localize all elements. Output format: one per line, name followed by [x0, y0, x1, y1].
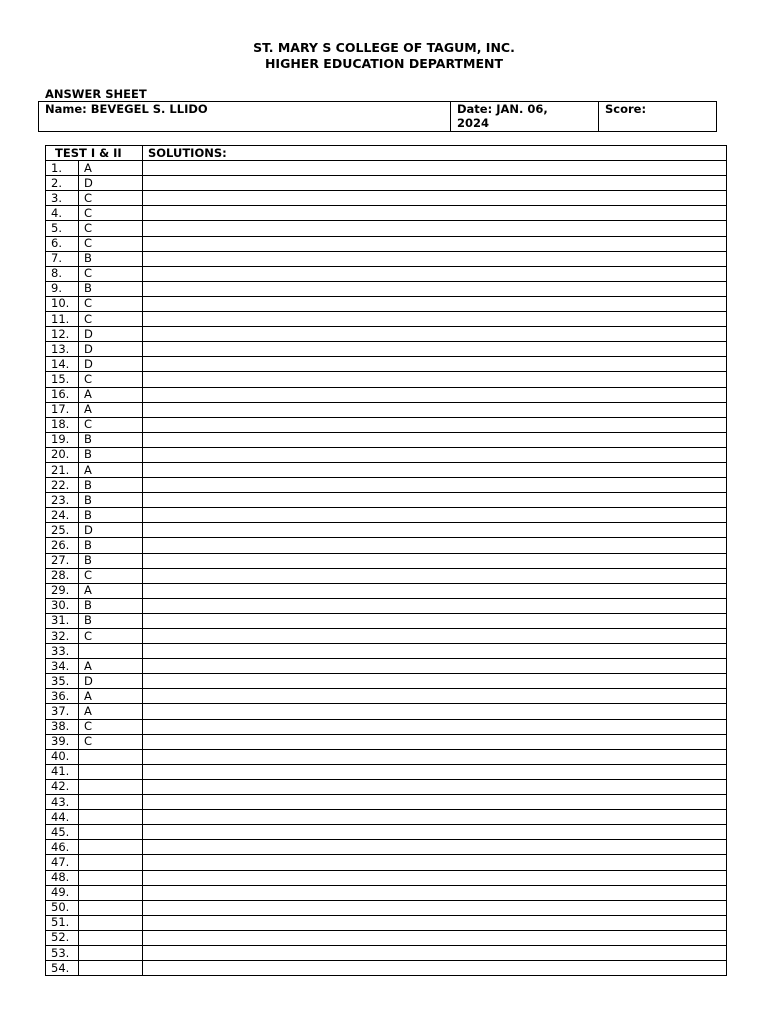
- table-row: [46, 961, 727, 976]
- item-solution: [143, 372, 727, 387]
- item-answer: C: [79, 312, 143, 327]
- student-info-table: [38, 101, 717, 132]
- item-solution: [143, 523, 727, 538]
- table-row: [46, 538, 727, 553]
- item-answer: B: [79, 508, 143, 523]
- item-solution: [143, 644, 727, 659]
- table-row: [46, 523, 727, 538]
- item-number: 48.: [46, 870, 79, 885]
- item-number: 33.: [46, 644, 79, 659]
- item-solution: [143, 161, 727, 176]
- table-row: [46, 674, 727, 689]
- item-answer: A: [79, 161, 143, 176]
- item-solution: [143, 508, 727, 523]
- item-solution: [143, 764, 727, 779]
- item-number: 15.: [46, 372, 79, 387]
- item-solution: [143, 674, 727, 689]
- item-answer: [79, 749, 143, 764]
- item-number: 51.: [46, 915, 79, 930]
- item-number: 45.: [46, 825, 79, 840]
- table-row: [46, 644, 727, 659]
- table-row: [46, 266, 727, 281]
- table-row: [46, 236, 727, 251]
- table-row: [46, 629, 727, 644]
- item-solution: [143, 176, 727, 191]
- item-number: 22.: [46, 478, 79, 493]
- item-solution: [143, 296, 727, 311]
- item-number: 32.: [46, 629, 79, 644]
- item-number: 52.: [46, 930, 79, 945]
- item-number: 37.: [46, 704, 79, 719]
- item-solution: [143, 915, 727, 930]
- item-answer: A: [79, 689, 143, 704]
- item-number: 4.: [46, 206, 79, 221]
- item-solution: [143, 493, 727, 508]
- item-solution: [143, 191, 727, 206]
- item-number: 11.: [46, 312, 79, 327]
- item-answer: B: [79, 613, 143, 628]
- item-number: 44.: [46, 810, 79, 825]
- item-solution: [143, 553, 727, 568]
- item-solution: [143, 961, 727, 976]
- item-solution: [143, 885, 727, 900]
- department-name: HIGHER EDUCATION DEPARTMENT: [264, 56, 504, 71]
- item-solution: [143, 387, 727, 402]
- item-solution: [143, 417, 727, 432]
- item-answer: C: [79, 296, 143, 311]
- table-row: [46, 734, 727, 749]
- table-row: [46, 312, 727, 327]
- table-row: [46, 840, 727, 855]
- table-row: [46, 327, 727, 342]
- item-answer: C: [79, 191, 143, 206]
- item-solution: [143, 357, 727, 372]
- item-solution: [143, 900, 727, 915]
- table-row: [46, 296, 727, 311]
- item-solution: [143, 281, 727, 296]
- item-answer: C: [79, 266, 143, 281]
- item-answer: C: [79, 221, 143, 236]
- table-row: [46, 568, 727, 583]
- item-number: 40.: [46, 749, 79, 764]
- item-solution: [143, 251, 727, 266]
- item-solution: [143, 613, 727, 628]
- item-answer: A: [79, 462, 143, 477]
- item-solution: [143, 432, 727, 447]
- item-number: 6.: [46, 236, 79, 251]
- item-solution: [143, 221, 727, 236]
- item-answer: B: [79, 553, 143, 568]
- item-number: 27.: [46, 553, 79, 568]
- item-answer: [79, 885, 143, 900]
- item-answer: C: [79, 417, 143, 432]
- item-answer: A: [79, 402, 143, 417]
- item-solution: [143, 795, 727, 810]
- item-number: 14.: [46, 357, 79, 372]
- item-solution: [143, 538, 727, 553]
- item-number: 9.: [46, 281, 79, 296]
- item-number: 8.: [46, 266, 79, 281]
- item-number: 1.: [46, 161, 79, 176]
- item-solution: [143, 945, 727, 960]
- item-answer: [79, 855, 143, 870]
- item-number: 47.: [46, 855, 79, 870]
- item-answer: [79, 930, 143, 945]
- item-number: 43.: [46, 795, 79, 810]
- table-row: [46, 825, 727, 840]
- item-solution: [143, 779, 727, 794]
- item-solution: [143, 342, 727, 357]
- item-answer: C: [79, 719, 143, 734]
- item-answer: B: [79, 447, 143, 462]
- item-answer: D: [79, 674, 143, 689]
- item-answer: D: [79, 523, 143, 538]
- item-number: 30.: [46, 598, 79, 613]
- item-answer: C: [79, 568, 143, 583]
- item-answer: [79, 779, 143, 794]
- item-solution: [143, 855, 727, 870]
- answers-table: [45, 145, 727, 976]
- item-answer: [79, 870, 143, 885]
- item-answer: C: [79, 629, 143, 644]
- table-row: [46, 779, 727, 794]
- item-answer: C: [79, 372, 143, 387]
- item-solution: [143, 206, 727, 221]
- college-name: ST. MARY S COLLEGE OF TAGUM, INC.: [253, 40, 515, 55]
- table-row: [46, 357, 727, 372]
- table-row: [46, 206, 727, 221]
- item-number: 42.: [46, 779, 79, 794]
- item-number: 25.: [46, 523, 79, 538]
- item-solution: [143, 749, 727, 764]
- item-answer: [79, 825, 143, 840]
- table-row: [46, 930, 727, 945]
- answers-header-row: [46, 146, 727, 161]
- item-answer: [79, 900, 143, 915]
- item-answer: [79, 945, 143, 960]
- table-row: [46, 281, 727, 296]
- item-number: 35.: [46, 674, 79, 689]
- item-answer: C: [79, 206, 143, 221]
- table-row: [46, 402, 727, 417]
- item-solution: [143, 583, 727, 598]
- item-number: 13.: [46, 342, 79, 357]
- table-row: [46, 553, 727, 568]
- item-solution: [143, 734, 727, 749]
- item-number: 10.: [46, 296, 79, 311]
- item-number: 20.: [46, 447, 79, 462]
- item-solution: [143, 689, 727, 704]
- item-answer: [79, 795, 143, 810]
- item-number: 29.: [46, 583, 79, 598]
- table-row: [46, 251, 727, 266]
- table-row: [46, 342, 727, 357]
- item-solution: [143, 704, 727, 719]
- exam-date-line1: Date: JAN. 06,: [457, 102, 548, 116]
- item-answer: B: [79, 281, 143, 296]
- item-number: 38.: [46, 719, 79, 734]
- item-answer: C: [79, 236, 143, 251]
- document-header: [0, 40, 768, 72]
- item-number: 23.: [46, 493, 79, 508]
- table-row: [46, 372, 727, 387]
- table-row: [46, 447, 727, 462]
- table-row: [46, 221, 727, 236]
- exam-date: [451, 102, 599, 132]
- item-solution: [143, 478, 727, 493]
- item-solution: [143, 659, 727, 674]
- item-answer: B: [79, 538, 143, 553]
- table-row: [46, 704, 727, 719]
- table-row: [46, 478, 727, 493]
- item-number: 53.: [46, 945, 79, 960]
- table-row: [46, 417, 727, 432]
- item-solution: [143, 825, 727, 840]
- item-number: 36.: [46, 689, 79, 704]
- table-row: [46, 915, 727, 930]
- item-answer: A: [79, 704, 143, 719]
- table-row: [46, 945, 727, 960]
- item-answer: [79, 810, 143, 825]
- item-answer: D: [79, 357, 143, 372]
- item-solution: [143, 840, 727, 855]
- exam-date-line2: 2024: [457, 116, 490, 130]
- item-solution: [143, 462, 727, 477]
- table-row: [46, 749, 727, 764]
- score-field: Score:: [599, 102, 717, 132]
- table-row: [46, 432, 727, 447]
- item-number: 41.: [46, 764, 79, 779]
- item-answer: C: [79, 734, 143, 749]
- item-solution: [143, 810, 727, 825]
- item-number: 12.: [46, 327, 79, 342]
- item-answer: A: [79, 387, 143, 402]
- item-number: 49.: [46, 885, 79, 900]
- table-row: [46, 900, 727, 915]
- table-row: [46, 176, 727, 191]
- item-answer: B: [79, 251, 143, 266]
- item-answer: A: [79, 659, 143, 674]
- item-number: 18.: [46, 417, 79, 432]
- item-number: 26.: [46, 538, 79, 553]
- table-row: [46, 462, 727, 477]
- test-column-header: TEST I & II: [46, 146, 143, 161]
- item-answer: B: [79, 432, 143, 447]
- item-number: 17.: [46, 402, 79, 417]
- table-row: [46, 795, 727, 810]
- table-row: [46, 870, 727, 885]
- table-row: [46, 508, 727, 523]
- table-row: [46, 810, 727, 825]
- item-solution: [143, 402, 727, 417]
- item-solution: [143, 447, 727, 462]
- item-answer: B: [79, 478, 143, 493]
- table-row: [46, 689, 727, 704]
- item-solution: [143, 568, 727, 583]
- table-row: [46, 598, 727, 613]
- item-number: 28.: [46, 568, 79, 583]
- item-number: 3.: [46, 191, 79, 206]
- item-number: 7.: [46, 251, 79, 266]
- solutions-column-header: SOLUTIONS:: [143, 146, 727, 161]
- item-solution: [143, 719, 727, 734]
- item-answer: D: [79, 176, 143, 191]
- item-number: 21.: [46, 462, 79, 477]
- item-answer: [79, 961, 143, 976]
- item-answer: [79, 644, 143, 659]
- item-number: 46.: [46, 840, 79, 855]
- item-number: 24.: [46, 508, 79, 523]
- item-number: 34.: [46, 659, 79, 674]
- table-row: [46, 493, 727, 508]
- answer-sheet-label: ANSWER SHEET: [45, 87, 147, 101]
- table-row: [46, 855, 727, 870]
- table-row: [46, 161, 727, 176]
- table-row: [46, 719, 727, 734]
- table-row: [46, 583, 727, 598]
- table-row: [46, 764, 727, 779]
- item-solution: [143, 930, 727, 945]
- item-answer: D: [79, 342, 143, 357]
- item-number: 39.: [46, 734, 79, 749]
- item-number: 54.: [46, 961, 79, 976]
- item-answer: [79, 840, 143, 855]
- item-answer: [79, 915, 143, 930]
- item-answer: B: [79, 598, 143, 613]
- item-solution: [143, 870, 727, 885]
- item-solution: [143, 327, 727, 342]
- item-solution: [143, 312, 727, 327]
- table-row: [46, 613, 727, 628]
- table-row: [46, 387, 727, 402]
- item-answer: A: [79, 583, 143, 598]
- item-solution: [143, 629, 727, 644]
- table-row: [46, 659, 727, 674]
- answer-rows: [46, 161, 727, 976]
- item-answer: D: [79, 327, 143, 342]
- item-solution: [143, 598, 727, 613]
- item-solution: [143, 266, 727, 281]
- item-number: 19.: [46, 432, 79, 447]
- item-number: 5.: [46, 221, 79, 236]
- item-number: 2.: [46, 176, 79, 191]
- item-number: 50.: [46, 900, 79, 915]
- item-number: 16.: [46, 387, 79, 402]
- item-answer: B: [79, 493, 143, 508]
- item-number: 31.: [46, 613, 79, 628]
- item-answer: [79, 764, 143, 779]
- table-row: [46, 191, 727, 206]
- student-name: Name: BEVEGEL S. LLIDO: [39, 102, 451, 132]
- item-solution: [143, 236, 727, 251]
- table-row: [46, 885, 727, 900]
